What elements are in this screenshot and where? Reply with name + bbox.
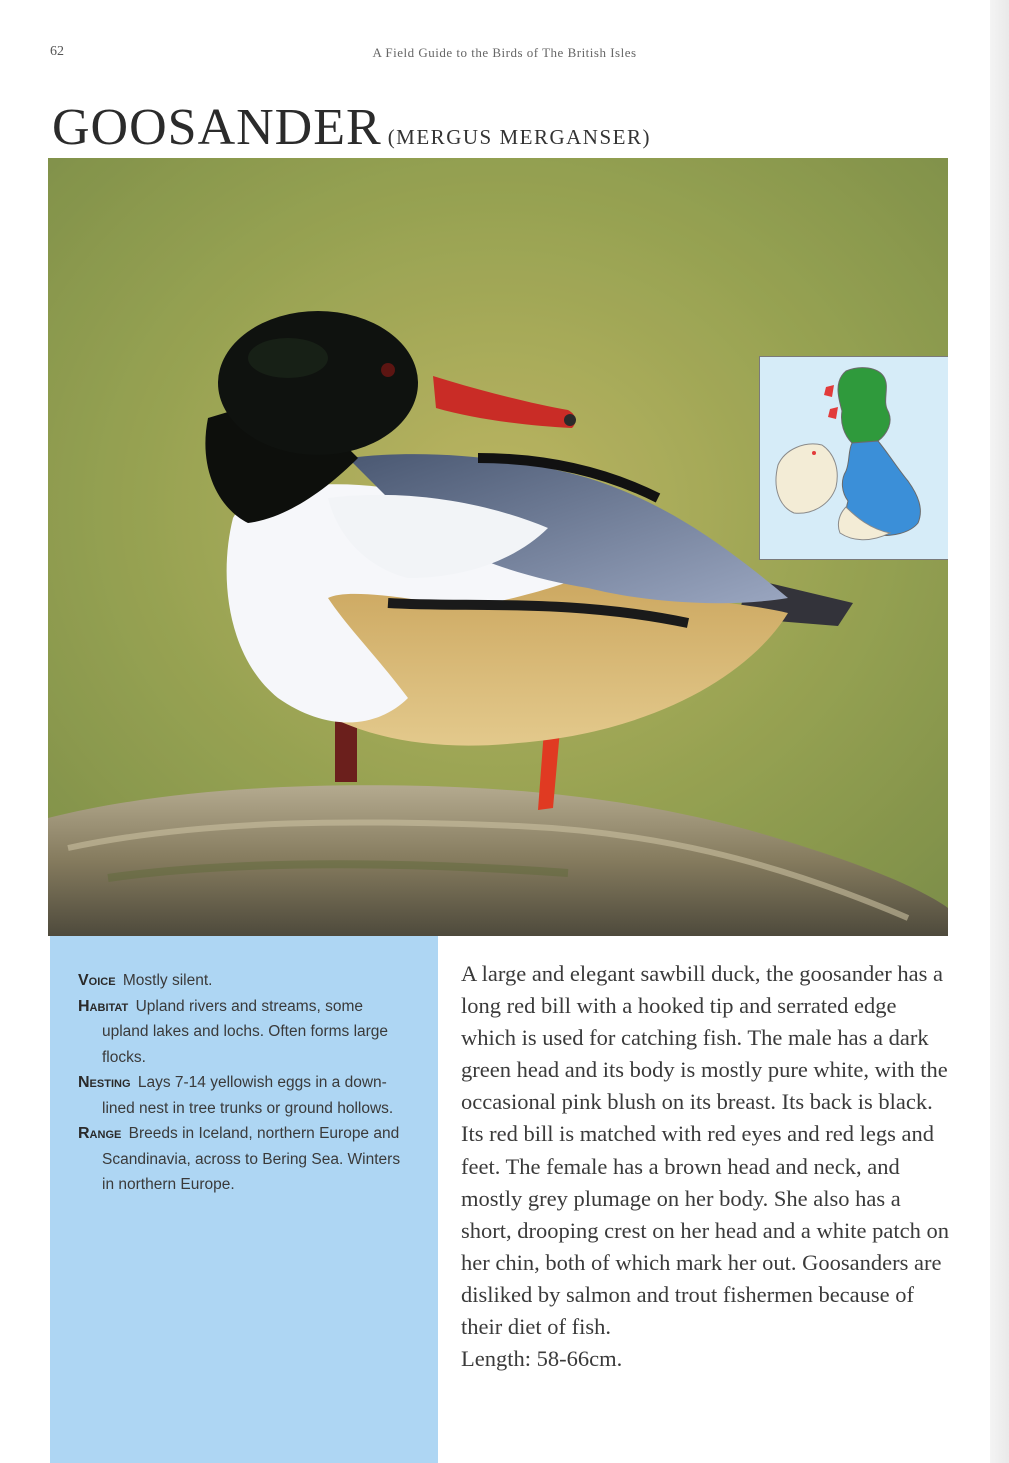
bird-head [218, 311, 418, 455]
range-map-illustration [760, 357, 948, 559]
fact-key: Habitat [78, 997, 129, 1015]
fact-list [78, 968, 408, 1198]
fact-nesting [78, 1070, 408, 1121]
length-line: Length: 58-66cm. [461, 1346, 623, 1372]
eye [381, 363, 395, 377]
fact-text: Upland rivers and streams, some upland lakes and lochs. Often forms large flocks. [102, 997, 389, 1066]
description-body: A large and elegant sawbill duck, the goosander has a long red bill with a hooked tip and serrated edge which is used for catching fish. The male has a dark green head and its body is mostly pure white, with the occasional pink blush on its breast. Its back is black. Its red bill is matched with red eyes and red legs and feet. The female has a brown head and neck, and mostly grey plumage on her body. She also has a short, drooping crest on her head and a white patch on her chin, both of which mark her out. Goosanders are disliked by salmon and trout fishermen because of their diet of fish. [461, 961, 949, 1340]
distribution-map [759, 356, 948, 560]
fact-text: Breeds in Iceland, northern Europe and Scandinavia, across to Bering Sea. Winters in northern Europe. [102, 1125, 401, 1193]
page-edge [990, 0, 1009, 1463]
fact-text: Mostly silent. [122, 972, 213, 989]
page-number: 62 [50, 44, 64, 59]
bird-name: GOOSANDER [52, 99, 382, 156]
fact-key: Nesting [78, 1074, 131, 1091]
fact-text: Lays 7-14 yellowish eggs in a down-lined nest in tree trunks or ground hollows. [102, 1074, 394, 1117]
fact-range [78, 1121, 408, 1198]
running-head: A Field Guide to the Birds of The British Isles [372, 45, 637, 60]
description [461, 958, 951, 1375]
fact-key: Range [78, 1125, 122, 1142]
page-title [52, 98, 651, 157]
fact-habitat [78, 994, 408, 1071]
scotland [838, 368, 890, 443]
fact-key: Voice [78, 972, 116, 989]
fact-voice [78, 968, 408, 994]
bird-photo [48, 158, 948, 936]
scientific-name: (MERGUS MERGANSER) [387, 125, 651, 149]
